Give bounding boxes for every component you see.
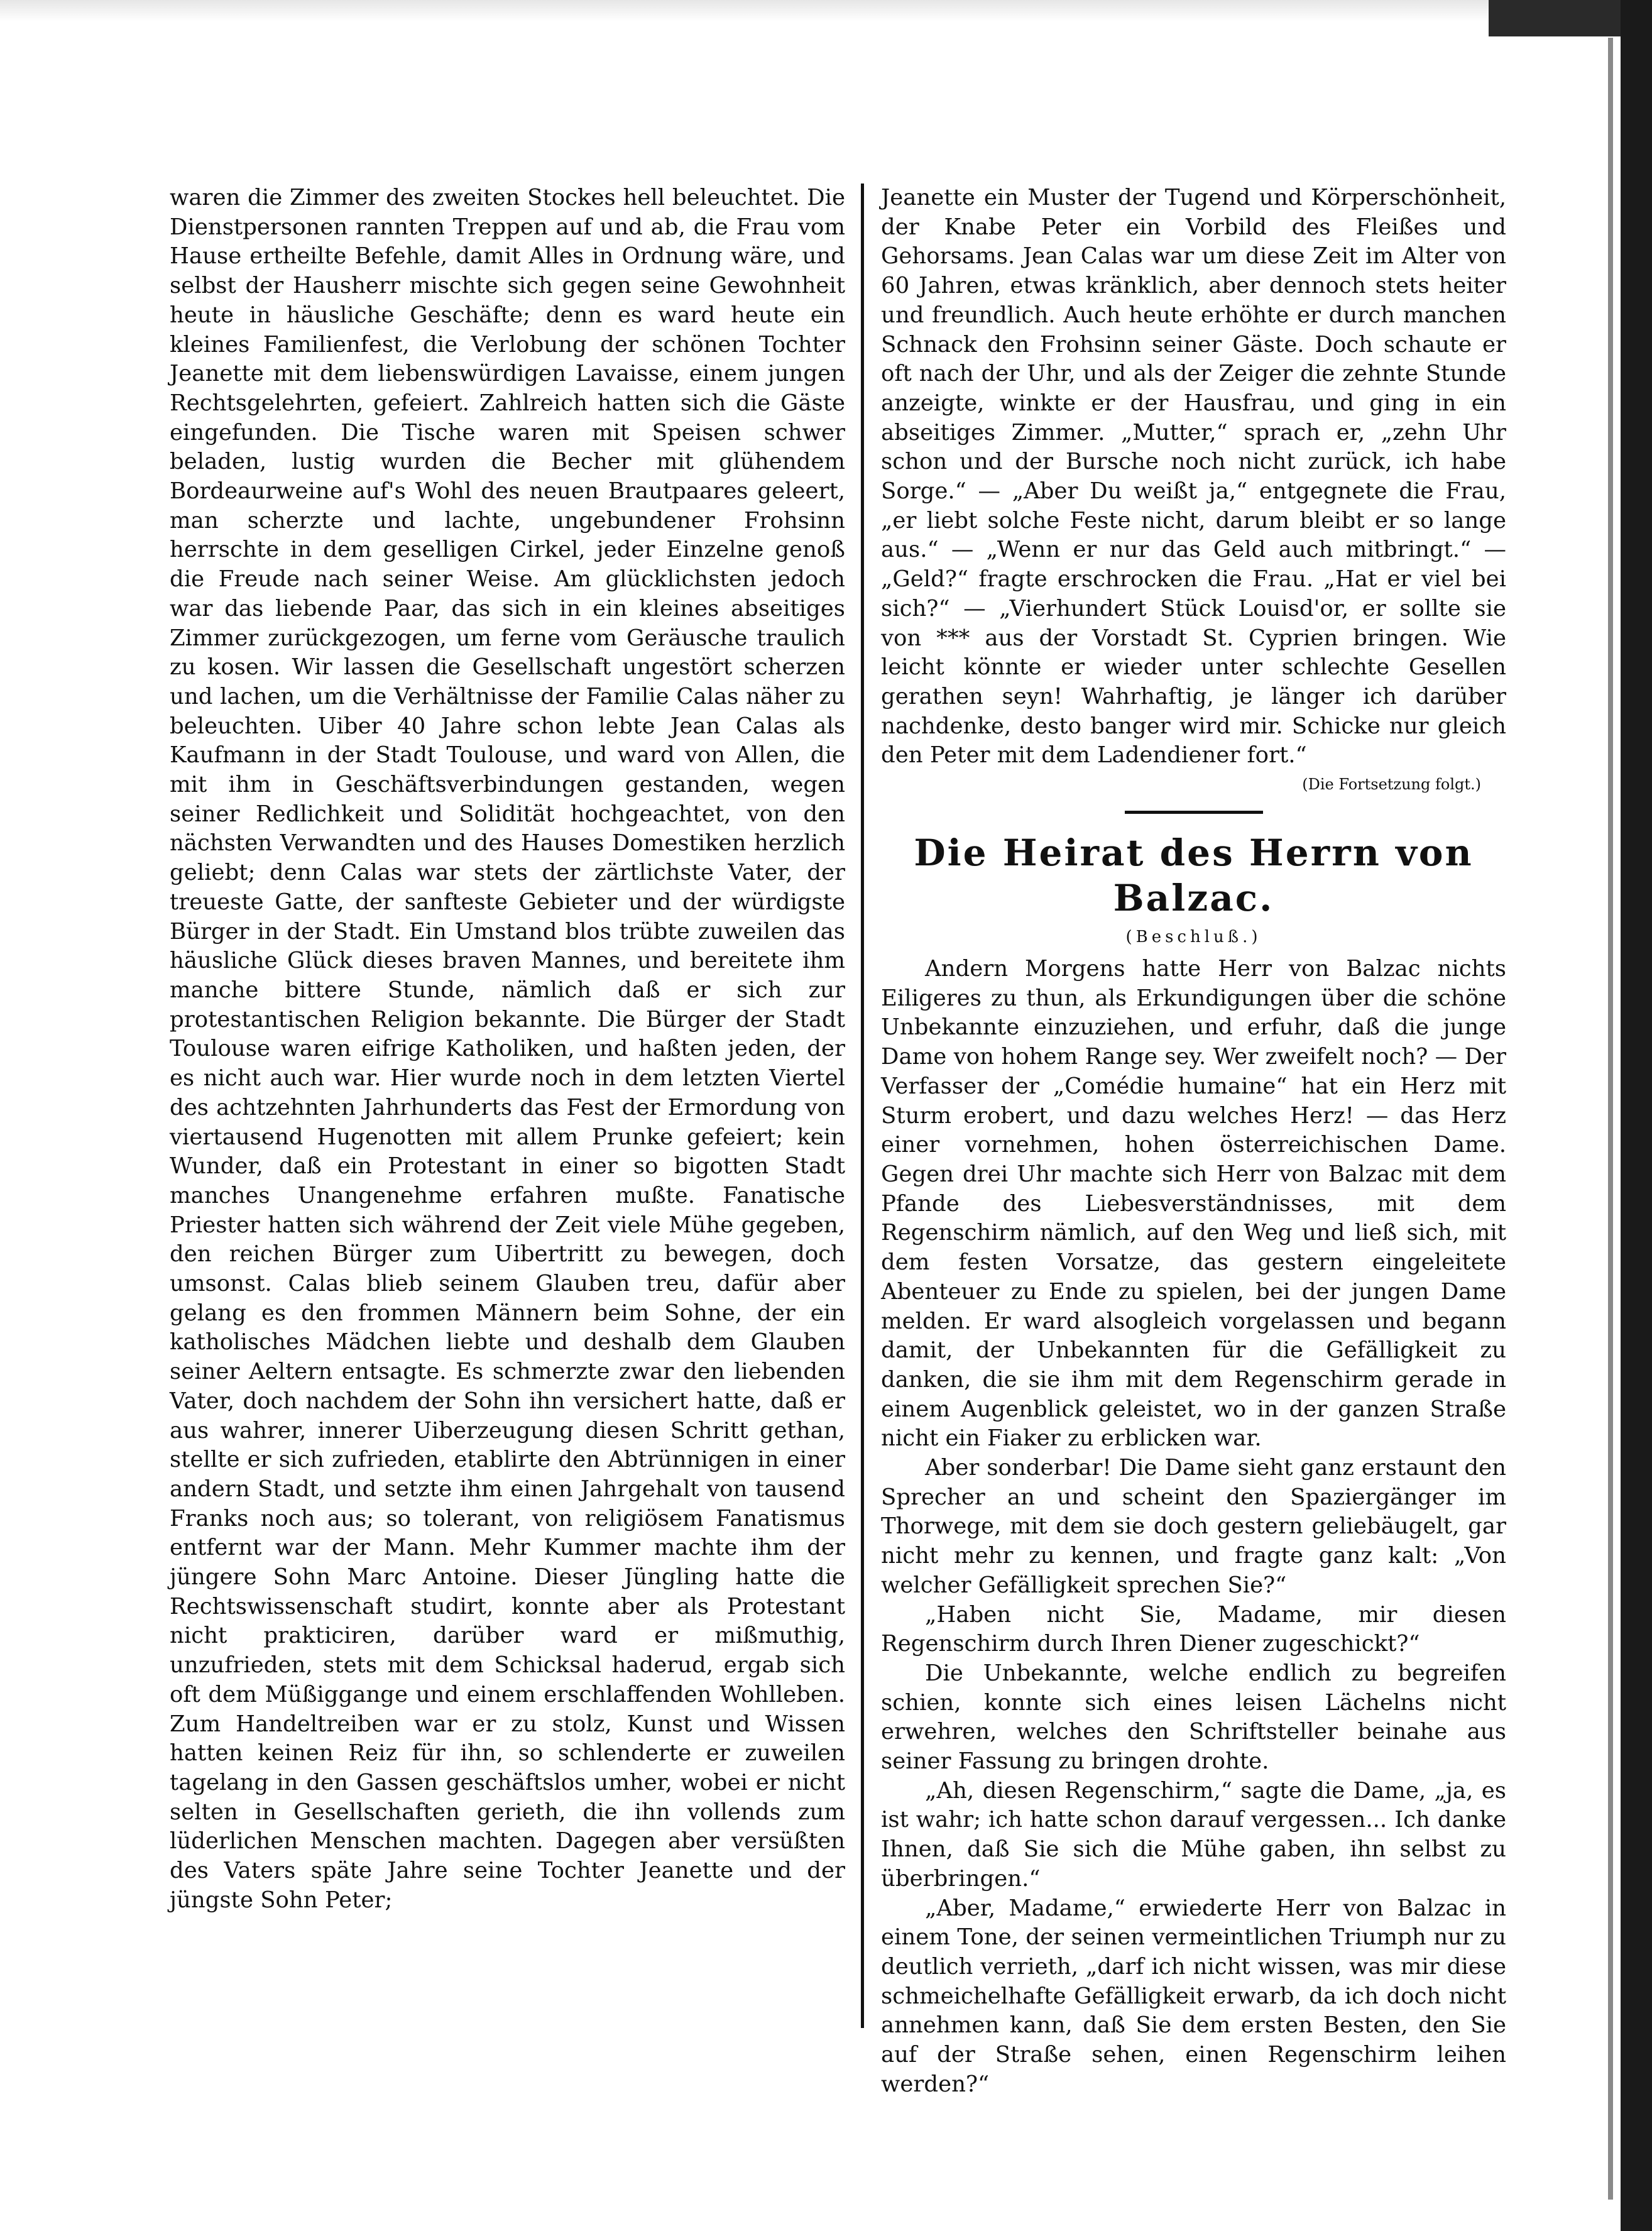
article-paragraph: Aber sonderbar! Die Dame sieht ganz erstaunt den Sprecher an und scheint den Spaziergänger im Thorwege, mit dem sie doch gestern geliebäugelt, gar nicht mehr zu kennen, und fragte ganz kalt: „Von welcher Gefälligkeit sprechen Sie?“: [881, 1455, 1506, 1598]
story-paragraph-continued: Jeanette ein Muster der Tugend und Körperschönheit, der Knabe Peter ein Vorbild des Fleißes und Gehorsams. Jean Calas war um diese Zeit im Alter von 60 Jahren, etwas kränklich, aber dennoch stets heiter und freundlich. Auch heute erhöhte er durch manchen Schnack den Frohsinn seiner Gäste. Doch schaute er oft nach der Uhr, und als der Zeiger die zehnte Stunde anzeigte, winkte er der Hausfrau, und ging in ein abseitiges Zimmer. „Mutter,“ sprach er, „zehn Uhr schon und der Bursche noch nicht zurück, ich habe Sorge.“ — „Aber Du weißt ja,“ entgegnete die Frau, „er liebt solche Feste nicht, darum bleibt er so lange aus.“ — „Wenn er nur das Geld auch mitbringt.“ — „Geld?“ fragte erschrocken die Frau. „Hat er viel bei sich?“ — „Vierhundert Stück Louisd'or, er sollte sie von *** aus der Vorstadt St. Cyprien bringen. Wie leicht könnte er wieder unter schlechte Gesellen gerathen seyn! Wahrhaftig, je länger ich darüber nachdenke, desto banger wird mir. Schicke nur gleich den Peter mit dem Ladendiener fort.“: [881, 185, 1506, 769]
page-top-edge: [0, 0, 1652, 21]
article-paragraph: „Haben nicht Sie, Madame, mir diesen Regenschirm durch Ihren Diener zugeschickt?“: [881, 1601, 1506, 1657]
article-paragraph: „Ah, diesen Regenschirm,“ sagte die Dame, „ja, es ist wahr; ich hatte schon darauf vergessen... Ich danke Ihnen, daß Sie sich die Mühe gaben, ihn selbst zu überbringen.“: [881, 1777, 1506, 1892]
column-divider: [861, 184, 864, 2028]
section-divider: [1125, 811, 1263, 814]
article-title: Die Heirat des Herrn von Balzac.: [914, 831, 1474, 920]
right-column: [881, 184, 1506, 2099]
continuation-note: (Die Fortsetzung folgt.): [1302, 776, 1481, 794]
page-fold-line: [1608, 38, 1613, 2200]
article-paragraph: Die Unbekannte, welche endlich zu begreifen schien, konnte sich eines leisen Lächelns nicht erwehren, welches den Schriftsteller beinahe aus seiner Fassung zu bringen drohte.: [881, 1660, 1506, 1775]
article-paragraph: „Aber, Madame,“ erwiederte Herr von Balzac in einem Tone, der seinen vermeintlichen Triumph nur zu deutlich verrieth, „darf ich nicht wissen, was mir diese schmeichelhafte Gefälligkeit erwarb, da ich doch nicht annehmen kann, daß Sie dem ersten Besten, den Sie auf der Straße sehen, einen Regenschirm leihen werden?“: [881, 1895, 1506, 2097]
page-corner-shadow: [1489, 0, 1621, 36]
article-subtitle: (Beschluß.): [1125, 928, 1262, 947]
article-paragraph: Andern Morgens hatte Herr von Balzac nichts Eiligeres zu thun, als Erkundigungen über die schöne Unbekannte einzuziehen, und erfuhr, daß die junge Dame von hohem Range sey. Wer zweifelt noch? — Der Verfasser der „Comédie humaine“ hat ein Herz mit Sturm erobert, und dazu welches Herz! — das Herz einer vornehmen, hohen österreichischen Dame. Gegen drei Uhr machte sich Herr von Balzac mit dem Pfande des Liebesverständnisses, mit dem Regenschirm nämlich, auf den Weg und ließ sich, mit dem festen Vorsatze, das gestern eingeleitete Abenteuer zu Ende zu spielen, bei der jungen Dame melden. Er ward alsogleich vorgelassen und begann damit, der Unbekannten für die Gefälligkeit zu danken, die sie ihm mit dem Regenschirm gerade in einem Augenblick geleistet, wo in der ganzen Straße nicht ein Fiaker zu erblicken war.: [881, 956, 1506, 1452]
left-column: [170, 184, 845, 1915]
story-paragraph: waren die Zimmer des zweiten Stockes hell beleuchtet. Die Dienstpersonen rannten Treppen auf und ab, die Frau vom Hause ertheilte Befehle, damit Alles in Ordnung wäre, und selbst der Hausherr mischte sich gegen seine Gewohnheit heute in häusliche Geschäfte; denn es ward heute ein kleines Familienfest, die Verlobung der schönen Tochter Jeanette mit dem liebenswürdigen Lavaisse, einem jungen Rechtsgelehrten, gefeiert. Zahlreich hatten sich die Gäste eingefunden. Die Tische waren mit Speisen schwer beladen, lustig wurden die Becher mit glühendem Bordeaurweine auf's Wohl des neuen Brautpaares geleert, man scherzte und lachte, ungebundener Frohsinn herrschte in dem geselligen Cirkel, jeder Einzelne genoß die Freude nach seiner Weise. Am glücklichsten jedoch war das liebende Paar, das sich in ein kleines abseitiges Zimmer zurückgezogen, um ferne vom Geräusche traulich zu kosen. Wir lassen die Gesellschaft ungestört scherzen und lachen, um die Verhältnisse der Familie Calas näher zu beleuchten. Uiber 40 Jahre schon lebte Jean Calas als Kaufmann in der Stadt Toulouse, und ward von Allen, die mit ihm in Geschäftsverbindungen gestanden, wegen seiner Redlichkeit und Solidität hochgeachtet, von den nächsten Verwandten und des Hauses Domestiken herzlich geliebt; denn Calas war stets der zärtlichste Vater, der treueste Gatte, der sanfteste Gebieter und der würdigste Bürger in der Stadt. Ein Umstand blos trübte zuweilen das häusliche Glück dieses braven Mannes, und bereitete ihm manche bittere Stunde, nämlich daß er sich zur protestantischen Religion bekannte. Die Bürger der Stadt Toulouse waren eifrige Katholiken, und haßten jeden, der es nicht auch war. Hier wurde noch in dem letzten Viertel des achtzehnten Jahrhunderts das Fest der Ermordung von viertausend Hugenotten mit allem Prunke gefeiert; kein Wunder, daß ein Protestant in einer so bigotten Stadt manches Unangenehme erfahren mußte. Fanatische Priester hatten sich während der Zeit viele Mühe gegeben, den reichen Bürger zum Uibertritt zu bewegen, doch umsonst. Calas blieb seinem Glauben treu, dafür aber gelang es den frommen Männern beim Sohne, der ein katholisches Mädchen liebte und deshalb dem Glauben seiner Aeltern entsagte. Es schmerzte zwar den liebenden Vater, doch nachdem der Sohn ihn versichert hatte, daß er aus wahrer, innerer Uiberzeugung diesen Schritt gethan, stellte er sich zufrieden, etablirte den Abtrünnigen in einer andern Stadt, und setzte ihm einen Jahrgehalt von tausend Franks noch aus; so tolerant, von religiösem Fanatismus entfernt war der Mann. Mehr Kummer machte ihm der jüngere Sohn Marc Antoine. Dieser Jüngling hatte die Rechtswissenschaft studirt, konnte aber als Protestant nicht prakticiren, darüber ward er mißmuthig, unzufrieden, stets mit dem Schicksal haderud, ergab sich oft dem Müßiggange und einem erschlaffenden Wohlleben. Zum Handeltreiben war er zu stolz, Kunst und Wissen hatten keinen Reiz für ihn, so schlenderte er zuweilen tagelang in den Gassen geschäftslos umher, wobei er nicht selten in Gesellschaften gerieth, die ihn vollends zum lüderlichen Menschen machten. Dagegen aber versüßten des Vaters späte Jahre seine Tochter Jeanette und der jüngste Sohn Peter;: [170, 185, 845, 1913]
page-right-edge: [1621, 0, 1652, 2231]
